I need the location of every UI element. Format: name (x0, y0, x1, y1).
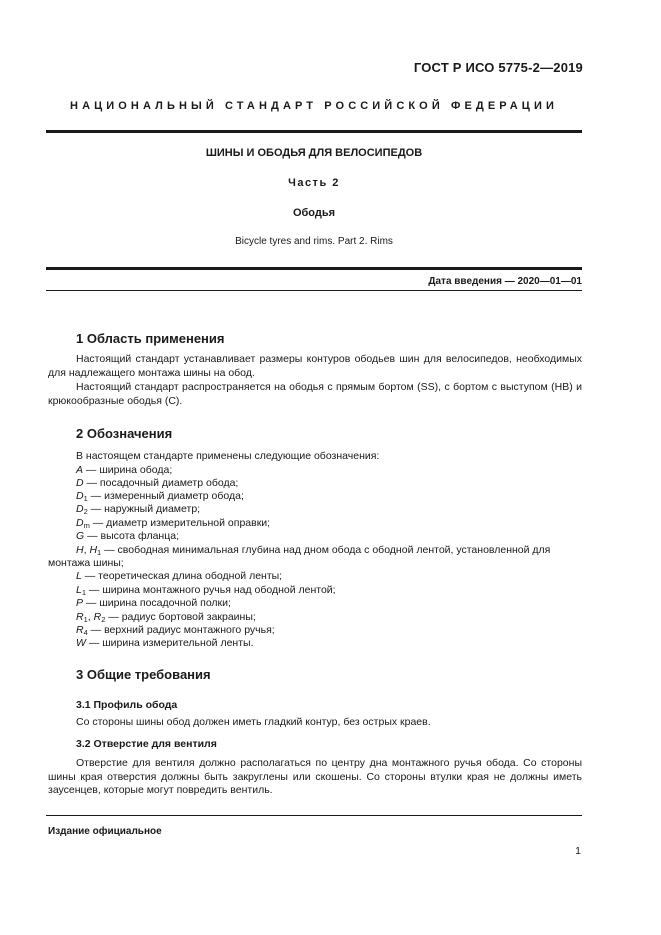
symbol-letter: R (76, 611, 84, 623)
symbol-letter: D (76, 490, 84, 502)
symbol-subscript: 1 (83, 494, 88, 503)
symbol-definition (76, 584, 336, 598)
subsection-3-2-text: Отверстие для вентиля должно располагаться по центру дна монтажного ручья обода. Со стороны шины края отверстия должны быть закруглены или скошены. Со стороны втулки края не должны иметь заусенцев, которые могут повредить вентиль. (48, 757, 582, 796)
date-rule (46, 290, 582, 291)
symbol-letter: H (76, 544, 84, 556)
symbol-definition: $R_1$, $R_2$ — радиус бортовой закраины; (76, 611, 256, 624)
symbol-description: — теоретическая длина ободной ленты; (81, 570, 283, 582)
symbol-definition (76, 624, 275, 638)
symbol-letter: R (93, 611, 102, 623)
symbol-description: — посадочный диаметр обода; (83, 477, 239, 489)
subsection-3-1-text: Со стороны шины обод должен иметь гладкий контур, без острых краев. (76, 716, 431, 728)
symbol-letter: P (76, 597, 84, 609)
document-title: ШИНЫ И ОБОДЬЯ ДЛЯ ВЕЛОСИПЕДОВ (205, 147, 423, 159)
symbol-description: — ширина монтажного ручья над ободной лентой; (86, 584, 336, 596)
symbol-definition (76, 597, 231, 611)
symbol-letter: D (76, 517, 84, 529)
header-rule (46, 130, 582, 133)
symbol-letter: G (76, 530, 85, 542)
symbol-definition (76, 477, 238, 491)
symbol-description: — диаметр измерительной оправки; (89, 517, 271, 529)
symbol-definition-continuation: монтажа шины; (48, 557, 124, 569)
symbol-letter: R (76, 624, 84, 636)
symbol-subscript: 2 (101, 615, 106, 624)
official-edition-label: Издание официальное (48, 826, 162, 837)
footer-rule (46, 815, 582, 816)
symbol-description: — высота фланца; (84, 530, 179, 542)
symbols-intro: В настоящем стандарте применены следующие обозначения: (76, 450, 380, 462)
symbol-definition: H, $H_1$ — свободная минимальная глубина над дном обода с ободной лентой, установленной для (76, 544, 551, 557)
symbol-definition (76, 464, 172, 478)
symbol-description: — ширина обода; (83, 464, 173, 476)
symbol-definition (76, 637, 254, 651)
symbol-definition (76, 517, 270, 531)
document-code: ГОСТ Р ИСО 5775-2—2019 (413, 60, 583, 75)
symbol-subscript: 4 (83, 628, 88, 637)
symbol-subscript: 1 (83, 615, 88, 624)
document-subtitle: Ободья (292, 207, 336, 219)
subsection-3-2-heading: 3.2 Отверстие для вентиля (76, 738, 217, 750)
symbol-subscript: m (83, 521, 90, 530)
symbol-definition (76, 570, 282, 584)
symbol-description: — свободная минимальная глубина над дном обода с ободной лентой, установленной для (101, 544, 551, 556)
symbol-letter: D (76, 477, 84, 489)
section-1-para-1: Настоящий стандарт устанавливает размеры контуров ободьев шин для велосипедов, необходимых для надлежащего монтажа шины на обод. (48, 353, 582, 379)
symbol-subscript: 2 (83, 507, 88, 516)
section-3-heading: 3 Общие требования (76, 667, 211, 682)
symbol-letter: L (76, 570, 82, 582)
symbol-description: — наружный диаметр; (87, 503, 201, 515)
subsection-3-1-heading: 3.1 Профиль обода (76, 699, 178, 711)
symbol-description: — измеренный диаметр обода; (87, 490, 244, 502)
symbol-description: — ширина измерительной ленты. (85, 637, 254, 649)
english-title: Bicycle tyres and rims. Part 2. Rims (235, 236, 393, 247)
section-2-heading: 2 Обозначения (76, 426, 173, 441)
symbol-definition (76, 490, 244, 504)
section-1-heading: 1 Область применения (76, 331, 225, 346)
part-label: Часть 2 (288, 177, 340, 189)
page-number: 1 (575, 845, 581, 857)
symbol-definition (76, 503, 200, 517)
symbol-letter: D (76, 503, 84, 515)
symbol-description: — верхний радиус монтажного ручья; (87, 624, 275, 636)
section-1-para-2: Настоящий стандарт распространяется на ободья с прямым бортом (SS), с бортом с выступом (HB) и крюкообразные ободья (C). (48, 381, 582, 407)
standard-title: НАЦИОНАЛЬНЫЙ СТАНДАРТ РОССИЙСКОЙ ФЕДЕРАЦИИ (70, 100, 558, 112)
symbol-letter: W (76, 637, 86, 649)
symbol-subscript: 1 (81, 588, 87, 597)
symbol-definition (76, 530, 179, 544)
introduction-date: Дата введения — 2020—01—01 (428, 276, 582, 287)
symbol-letter: H (89, 544, 98, 556)
symbol-description: — радиус бортовой закраины; (105, 611, 256, 623)
symbol-description: — ширина посадочной полки; (83, 597, 231, 609)
symbol-subscript: 1 (97, 548, 102, 557)
symbol-letter: A (76, 464, 84, 476)
title-block-rule (46, 267, 582, 270)
symbol-letter: L (76, 584, 82, 596)
